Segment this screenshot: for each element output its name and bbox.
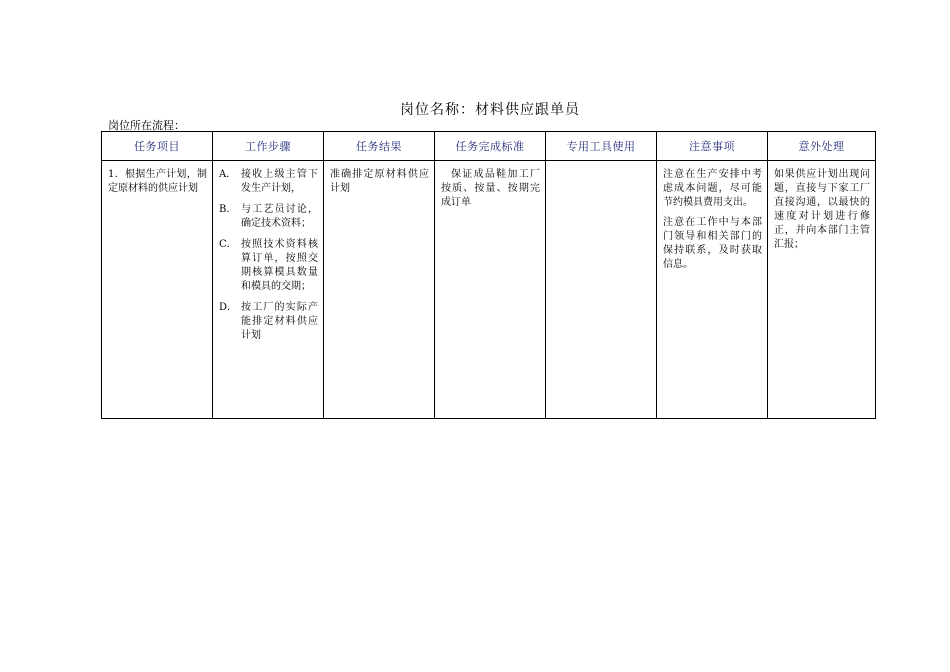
cell-task-result: 准确排定原材料供应计划 bbox=[324, 161, 435, 419]
step-text: 与工艺员讨论，确定技术资料； bbox=[241, 204, 318, 229]
note-item: 注意在工作中与本部门领导和相关部门的保持联系，及时获取信息。 bbox=[663, 217, 762, 270]
table-row bbox=[102, 161, 876, 419]
step-item bbox=[219, 168, 318, 196]
cell-completion-standard bbox=[435, 161, 546, 419]
step-letter: D． bbox=[219, 302, 238, 313]
header-work-steps: 工作步骤 bbox=[213, 132, 324, 161]
header-task-result: 任务结果 bbox=[324, 132, 435, 161]
table-header-row bbox=[102, 132, 876, 161]
step-text: 接收上级主管下发生产计划， bbox=[241, 169, 318, 194]
step-letter: A． bbox=[219, 169, 237, 180]
header-special-tools: 专用工具使用 bbox=[546, 132, 657, 161]
header-notes: 注意事项 bbox=[657, 132, 768, 161]
job-description-table bbox=[101, 131, 876, 419]
step-text: 按照技术资料核算订单，按照交期核算模具数量和模具的交期； bbox=[241, 239, 318, 292]
cell-task-item: 1．根据生产计划，制定原材料的供应计划 bbox=[102, 161, 213, 419]
step-letter: B． bbox=[219, 204, 237, 215]
header-completion-standard: 任务完成标准 bbox=[435, 132, 546, 161]
step-item bbox=[219, 238, 318, 294]
step-text: 按工厂的实际产能排定材料供应计划 bbox=[241, 302, 318, 341]
document-title: 岗位名称：材料供应跟单员 bbox=[400, 102, 580, 118]
note-item: 注意在生产安排中考虑成本问题，尽可能节约模具费用支出。 bbox=[663, 169, 762, 208]
header-task-item: 任务项目 bbox=[102, 132, 213, 161]
process-flow-label: 岗位所在流程： bbox=[108, 119, 185, 132]
header-exception-handling: 意外处理 bbox=[768, 132, 876, 161]
cell-exception-handling: 如果供应计划出现问题，直接与下家工厂直接沟通，以最快的速度对计划进行修正，并向本部门主管汇报； bbox=[768, 161, 876, 419]
cell-notes bbox=[657, 161, 768, 419]
standard-text: 保证成品鞋加工厂按质、按量、按期完成订单 bbox=[441, 169, 540, 208]
step-item bbox=[219, 203, 318, 231]
cell-special-tools bbox=[546, 161, 657, 419]
step-item bbox=[219, 301, 318, 343]
cell-work-steps bbox=[213, 161, 324, 419]
step-letter: C． bbox=[219, 239, 237, 250]
